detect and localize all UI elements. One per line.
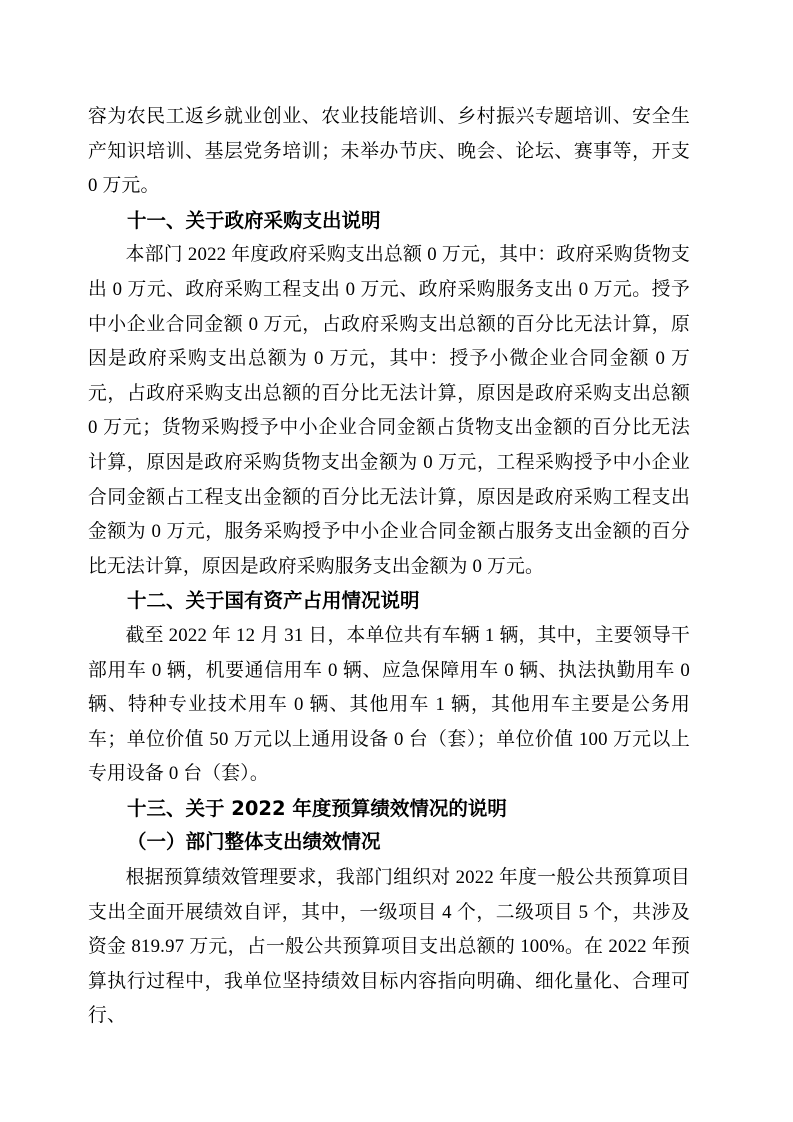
paragraph-performance-self-evaluation: 根据预算绩效管理要求，我部门组织对 2022 年度一般公共预算项目支出全面开展绩效自评，其中，一级项目 4 个，二级项目 5 个，共涉及资金 819.97 万元，占一般公共预算项目支出总额的 100%。在 2022 年预算执行过程中，我单位坚持绩效目标内容指向明确、细化量化、合理可行、	[88, 867, 690, 1027]
paragraph-continuation-training-activities: 容为农民工返乡就业创业、农业技能培训、乡村振兴专题培训、安全生产知识培训、基层党务培训；未举办节庆、晚会、论坛、赛事等，开支 0 万元。	[88, 106, 690, 197]
page-content	[88, 100, 690, 1034]
section-heading-11-government-procurement: 十一、关于政府采购支出说明	[127, 208, 381, 232]
paragraph-state-assets: 截至 2022 年 12 月 31 日，本单位共有车辆 1 辆，其中，主要领导干部用车 0 辆，机要通信用车 0 辆、应急保障用车 0 辆、执法执勤用车 0 辆、特种专业技术用车 0 辆、其他用车 1 辆，其他用车主要是公务用车；单位价值 50 万元以上通用设备 0 台（套）；单位价值 100 万元以上专用设备 0 台（套）。	[88, 624, 690, 785]
section-heading-13-budget-performance: 十三、关于 2022 年度预算绩效情况的说明	[127, 796, 507, 820]
subsection-heading-1-overall-expenditure-performance: （一）部门整体支出绩效情况	[127, 832, 381, 854]
paragraph-government-procurement: 本部门 2022 年度政府采购支出总额 0 万元，其中：政府采购货物支出 0 万元、政府采购工程支出 0 万元、政府采购服务支出 0 万元。授予中小企业合同金额 0 万元，占政府采购支出总额的百分比无法计算，原因是政府采购支出总额为 0 万元，其中：授予小微企业合同金额 0 万元，占政府采购支出总额的百分比无法计算，原因是政府采购支出总额 0 万元；货物采购授予中小企业合同金额占货物支出金额的百分比无法计算，原因是政府采购货物支出金额为 0 万元，工程采购授予中小企业合同金额占工程支出金额的百分比无法计算，原因是政府采购工程支出金额为 0 万元，服务采购授予中小企业合同金额占服务支出金额的百分比无法计算，原因是政府采购服务支出金额为 0 万元。	[88, 244, 690, 577]
section-heading-12-state-assets: 十二、关于国有资产占用情况说明	[127, 589, 420, 613]
